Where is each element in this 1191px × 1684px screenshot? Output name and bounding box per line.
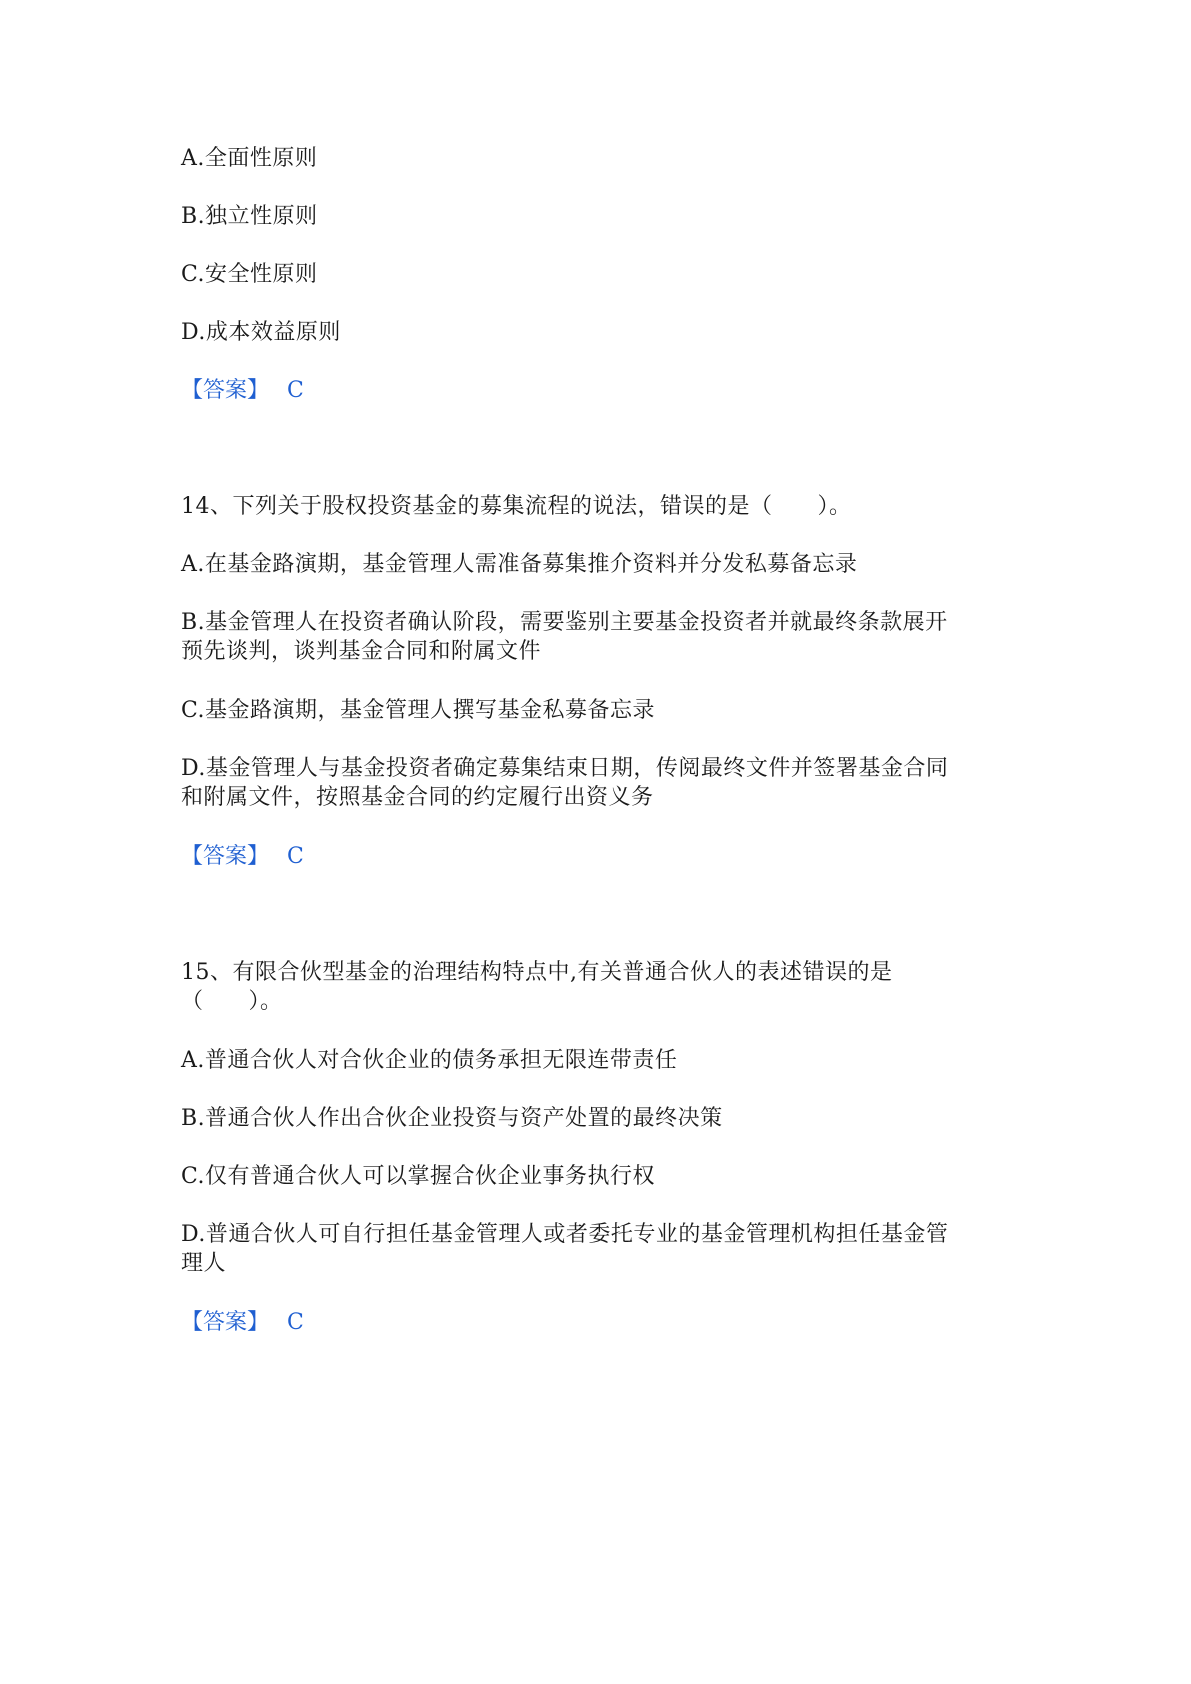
q15-stem-line2: （ ）。 xyxy=(181,989,283,1014)
q15-option-b: B.普通合伙人作出合伙企业投资与资产处置的最终决策 xyxy=(181,1106,723,1131)
q14-answer xyxy=(181,842,304,872)
q15-answer-label: 【答案】 xyxy=(181,1310,270,1335)
q14-option-a: A.在基金路演期，基金管理人需准备募集推介资料并分发私募备忘录 xyxy=(181,552,858,577)
q15-option-a: A.普通合伙人对合伙企业的债务承担无限连带责任 xyxy=(181,1048,678,1073)
q13-answer-label: 【答案】 xyxy=(181,378,270,403)
q15-answer-value: C xyxy=(287,1310,304,1335)
q14-answer-label: 【答案】 xyxy=(181,844,270,869)
q13-answer-value: C xyxy=(287,378,304,403)
q15-option-d-line1: D.普通合伙人可自行担任基金管理人或者委托专业的基金管理机构担任基金管 xyxy=(181,1222,949,1247)
q13-option-b: B.独立性原则 xyxy=(181,204,318,229)
q15-option-d-line2: 理人 xyxy=(181,1251,227,1276)
q13-answer xyxy=(181,376,304,406)
q14-option-d-line2: 和附属文件，按照基金合同的约定履行出资义务 xyxy=(181,785,654,810)
q14-option-d-line1: D.基金管理人与基金投资者确定募集结束日期，传阅最终文件并签署基金合同 xyxy=(181,756,949,781)
q14-option-c: C.基金路演期，基金管理人撰写基金私募备忘录 xyxy=(181,698,656,723)
q14-option-b-line1: B.基金管理人在投资者确认阶段，需要鉴别主要基金投资者并就最终条款展开 xyxy=(181,610,948,635)
q13-option-d: D.成本效益原则 xyxy=(181,320,341,345)
q15-option-c: C.仅有普通合伙人可以掌握合伙企业事务执行权 xyxy=(181,1164,656,1189)
q13-option-c: C.安全性原则 xyxy=(181,262,318,287)
q15-answer xyxy=(181,1308,304,1338)
q14-option-b-line2: 预先谈判，谈判基金合同和附属文件 xyxy=(181,639,542,664)
q14-answer-value: C xyxy=(287,844,304,869)
q15-stem-line1: 15、有限合伙型基金的治理结构特点中,有关普通合伙人的表述错误的是 xyxy=(181,960,893,985)
q14-stem: 14、下列关于股权投资基金的募集流程的说法，错误的是（ ）。 xyxy=(181,494,852,519)
q13-option-a: A.全面性原则 xyxy=(181,146,318,171)
